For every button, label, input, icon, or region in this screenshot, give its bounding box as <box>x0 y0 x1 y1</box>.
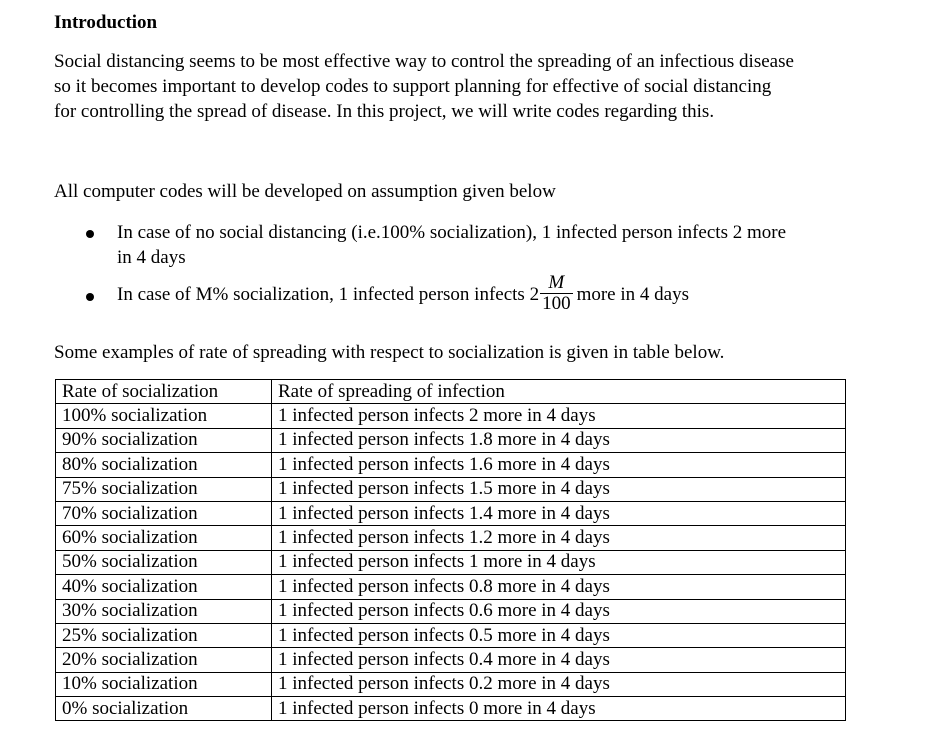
section-heading: Introduction <box>54 12 158 33</box>
table-row <box>56 550 846 574</box>
bullet-1-line-1: In case of no social distancing (i.e.100% socialization), 1 infected person infects 2 more <box>117 222 786 243</box>
spreading-rate-cell: 1 infected person infects 0.2 more in 4 days <box>272 672 846 696</box>
spreading-rate-cell: 1 infected person infects 1.8 more in 4 days <box>272 428 846 452</box>
socialization-rate-cell: 40% socialization <box>56 575 272 599</box>
bullet-2-prefix: In case of M% socialization, 1 infected person infects 2 <box>117 283 540 305</box>
assumptions-lead: All computer codes will be developed on assumption given below <box>54 181 556 202</box>
table-row <box>56 501 846 525</box>
socialization-rate-cell: 70% socialization <box>56 501 272 525</box>
intro-line-2: so it becomes important to develop codes to support planning for effective of social distancing <box>54 76 772 97</box>
socialization-rate-cell: 25% socialization <box>56 623 272 647</box>
socialization-rate-cell: 75% socialization <box>56 477 272 501</box>
table-row <box>56 648 846 672</box>
table-row <box>56 526 846 550</box>
spreading-rate-cell: 1 infected person infects 1.6 more in 4 days <box>272 453 846 477</box>
spreading-rate-cell: 1 infected person infects 1.4 more in 4 days <box>272 501 846 525</box>
spreading-rate-cell: 1 infected person infects 0.6 more in 4 days <box>272 599 846 623</box>
socialization-rate-cell: 20% socialization <box>56 648 272 672</box>
socialization-rate-cell: 50% socialization <box>56 550 272 574</box>
socialization-rate-cell: 0% socialization <box>56 697 272 721</box>
table-row <box>56 477 846 501</box>
socialization-rate-table <box>55 379 846 721</box>
table-row <box>56 428 846 452</box>
spreading-rate-cell: 1 infected person infects 1 more in 4 days <box>272 550 846 574</box>
table-row <box>56 697 846 721</box>
spreading-rate-cell: 1 infected person infects 0.5 more in 4 days <box>272 623 846 647</box>
table-row <box>56 404 846 428</box>
bullet-2-suffix: more in 4 days <box>576 283 689 305</box>
fraction-m-over-100 <box>540 273 573 314</box>
table-row <box>56 575 846 599</box>
spreading-rate-cell: 1 infected person infects 1.5 more in 4 days <box>272 477 846 501</box>
spreading-rate-cell: 1 infected person infects 1.2 more in 4 days <box>272 526 846 550</box>
table-header-row <box>56 380 846 404</box>
fraction-numerator: M <box>548 272 565 293</box>
socialization-rate-cell: 80% socialization <box>56 453 272 477</box>
spreading-rate-cell: 1 infected person infects 0.4 more in 4 days <box>272 648 846 672</box>
examples-intro: Some examples of rate of spreading with respect to socialization is given in table below. <box>54 342 725 363</box>
bullet-2 <box>117 272 689 316</box>
table-row <box>56 623 846 647</box>
intro-line-3: for controlling the spread of disease. In this project, we will write codes regarding this. <box>54 101 715 122</box>
intro-line-1: Social distancing seems to be most effective way to control the spreading of an infectious disease <box>54 51 794 72</box>
table-row <box>56 453 846 477</box>
bullet-dot-icon <box>86 230 94 238</box>
bullet-1-line-2: in 4 days <box>117 247 186 268</box>
socialization-rate-cell: 10% socialization <box>56 672 272 696</box>
socialization-rate-cell: 100% socialization <box>56 404 272 428</box>
spreading-rate-cell: 1 infected person infects 2 more in 4 days <box>272 404 846 428</box>
spreading-rate-cell: 1 infected person infects 0 more in 4 days <box>272 697 846 721</box>
fraction-denominator: 100 <box>542 293 571 314</box>
bullet-dot-icon <box>86 293 94 301</box>
socialization-rate-cell: 60% socialization <box>56 526 272 550</box>
spreading-rate-cell: 1 infected person infects 0.8 more in 4 days <box>272 575 846 599</box>
socialization-rate-cell: 30% socialization <box>56 599 272 623</box>
table-header-cell: Rate of spreading of infection <box>272 380 846 404</box>
table-row <box>56 672 846 696</box>
table-header-cell: Rate of socialization <box>56 380 272 404</box>
table-row <box>56 599 846 623</box>
socialization-rate-cell: 90% socialization <box>56 428 272 452</box>
